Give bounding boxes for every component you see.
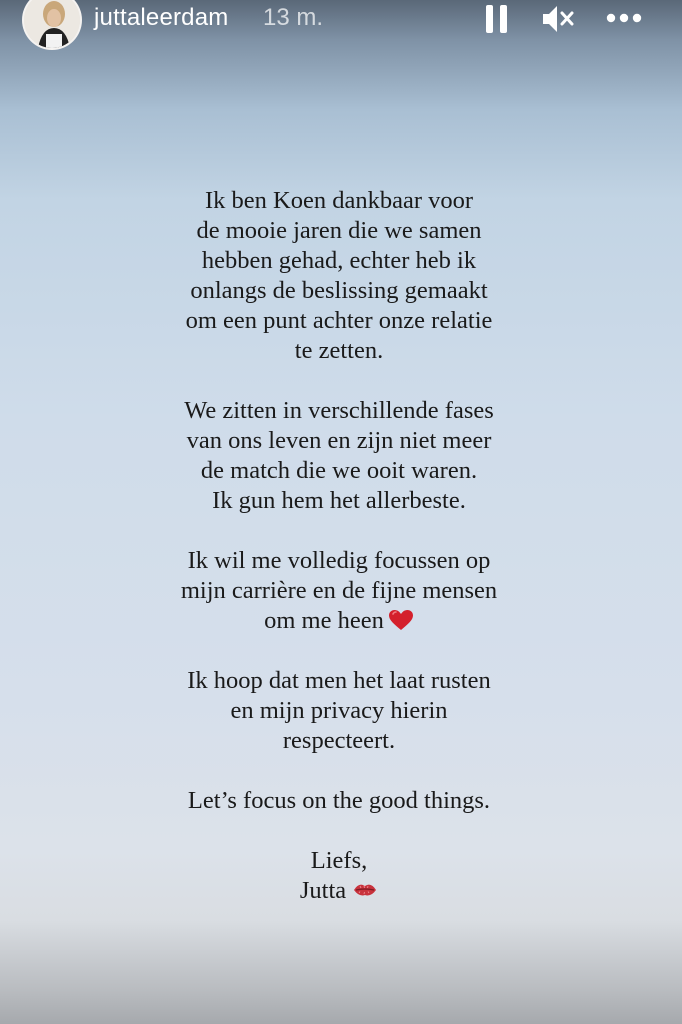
story-message — [100, 186, 578, 906]
message-line: Let’s focus on the good things. — [187, 787, 491, 814]
profile-photo-icon — [24, 0, 80, 48]
message-line: Ik ben Koen dankbaar voor — [204, 187, 474, 214]
message-paragraph — [100, 666, 578, 756]
post-time: 13 m. — [263, 4, 324, 31]
more-icon[interactable] — [606, 8, 642, 28]
message-paragraph — [100, 186, 578, 366]
message-paragraph — [100, 786, 578, 816]
message-paragraph — [100, 546, 578, 636]
message-line: en mijn privacy hierin — [230, 697, 448, 724]
message-paragraph — [100, 846, 578, 906]
message-line: Ik gun hem het allerbeste. — [212, 487, 466, 514]
message-line: We zitten in verschillende fases — [184, 397, 494, 424]
message-line: Ik hoop dat men het laat rusten — [187, 667, 491, 694]
message-line: Liefs, — [310, 847, 368, 874]
pause-icon[interactable] — [485, 4, 509, 34]
message-line: mijn carrière en de fijne mensen — [180, 577, 498, 604]
mute-icon[interactable] — [542, 4, 574, 34]
message-line-text: om me heen — [264, 607, 384, 634]
message-line: onlangs de beslissing gemaakt — [190, 277, 488, 304]
message-line — [100, 876, 578, 906]
message-line-text: Jutta — [299, 877, 347, 904]
message-line: om een punt achter onze relatie — [185, 307, 493, 334]
red-heart-icon — [388, 609, 414, 631]
message-line: de match die we ooit waren. — [200, 457, 478, 484]
message-line: de mooie jaren die we samen — [196, 217, 482, 244]
message-line: respecteert. — [282, 727, 396, 754]
message-line — [100, 606, 578, 636]
message-line: van ons leven en zijn niet meer — [186, 427, 492, 454]
message-line: hebben gehad, echter heb ik — [201, 247, 477, 274]
message-line: te zetten. — [294, 337, 384, 364]
kiss-mark-icon — [352, 880, 378, 900]
username[interactable]: juttaleerdam — [94, 4, 229, 31]
story-header — [0, 0, 682, 50]
message-paragraph — [100, 396, 578, 516]
avatar[interactable] — [22, 0, 82, 50]
message-line: Ik wil me volledig focussen op — [187, 547, 491, 574]
